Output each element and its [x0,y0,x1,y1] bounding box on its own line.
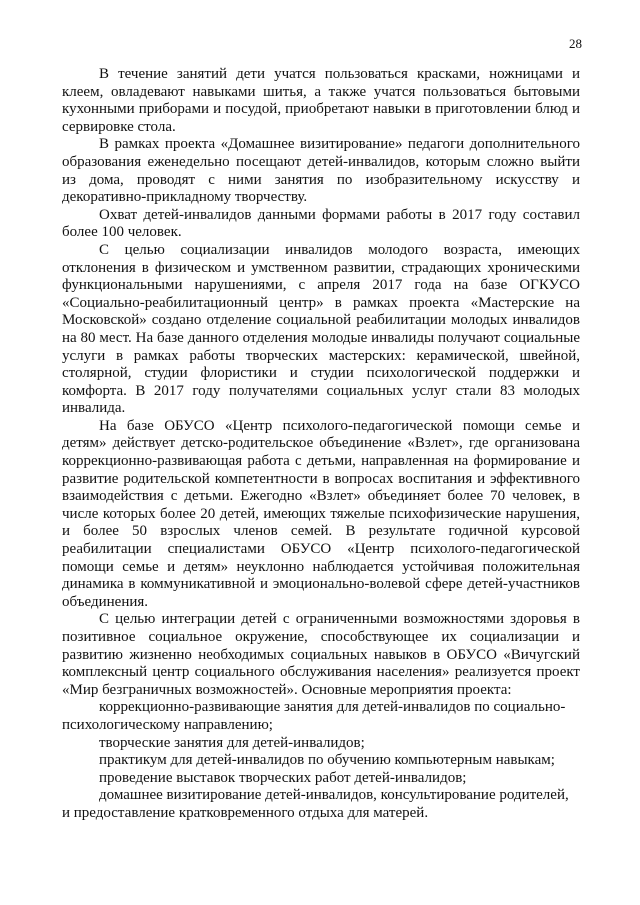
paragraph-coverage: Охват детей-инвалидов данными формами работы в 2017 году составил более 100 человек. [62,206,580,241]
list-item: домашнее визитирование детей-инвалидов, консультирование родителей, и предоставление кратковременного отдыха для матерей. [62,787,569,821]
body-text [62,66,580,823]
list-item: проведение выставок творческих работ детей-инвалидов; [99,769,467,786]
list-item: практикум для детей-инвалидов по обучению компьютерным навыкам; [99,752,555,769]
paragraph-home-visiting: В рамках проекта «Домашнее визитирование» педагоги дополнительного образования еженедельно посещают детей-инвалидов, которым сложно выйти из дома, проводят с ними занятия по изобразительному искусству и декоративно-прикладному творчеству. [62,136,580,206]
list-item: коррекционно-развивающие занятия для детей-инвалидов по социально-психологическому направлению; [62,699,566,733]
list-item: творческие занятия для детей-инвалидов; [99,734,365,751]
paragraph-vzlet: На базе ОБУСО «Центр психолого-педагогической помощи семье и детям» действует детско-родительское объединение «Взлет», где организована коррекционно-развивающая работа с детьми, направленная на формирование и развитие родительской компетентности в вопросах воспитания и эффективного взаимодействия с детьми. Ежегодно «Взлет» объединяет более 70 человек, в числе которых более 20 детей, имеющих тяжелые психофизические нарушения, и более 50 взрослых членов семей. В результате годичной курсовой реабилитации специалистами ОБУСО «Центр психолого-педагогической помощи семье и детям» неуклонно наблюдается устойчивая положительная динамика в коммуникативной и эмоционально-волевой сфере детей-участников объединения. [62,417,580,610]
paragraph-integration: С целью интеграции детей с ограниченными возможностями здоровья в позитивное социальное окружение, способствующее их социализации и развитию жизненно необходимых социальных навыков в ОБУСО «Вичугский комплексный центр социального обслуживания населения» реализуется проект «Мир безграничных возможностей». Основные мероприятия проекта: [62,611,580,698]
paragraph-activities: В течение занятий дети учатся пользоваться красками, ножницами и клеем, овладевают навыками шитья, а также учатся пользоваться бытовыми кухонными приборами и посудой, приобретают навыки в приготовлении блюд и сервировке стола. [62,66,580,135]
page-number: 28 [569,36,582,51]
paragraph-young-disabled: С целью социализации инвалидов молодого возраста, имеющих отклонения в физическом и умственном развитии, страдающих хроническими функциональными нарушениями, с апреля 2017 года на базе ОГКУСО «Социально-реабилитационный центр» в рамках проекта «Мастерские на Московской» создано отделение социальной реабилитации молодых инвалидов на 80 мест. На базе данного отделения молодые инвалиды получают социальные услуги в рамках работы творческих мастерских: керамической, швейной, столярной, студии флористики и студии психологической поддержки и комфорта. В 2017 году получателями социальных услуг стали 83 молодых инвалида. [62,241,580,417]
